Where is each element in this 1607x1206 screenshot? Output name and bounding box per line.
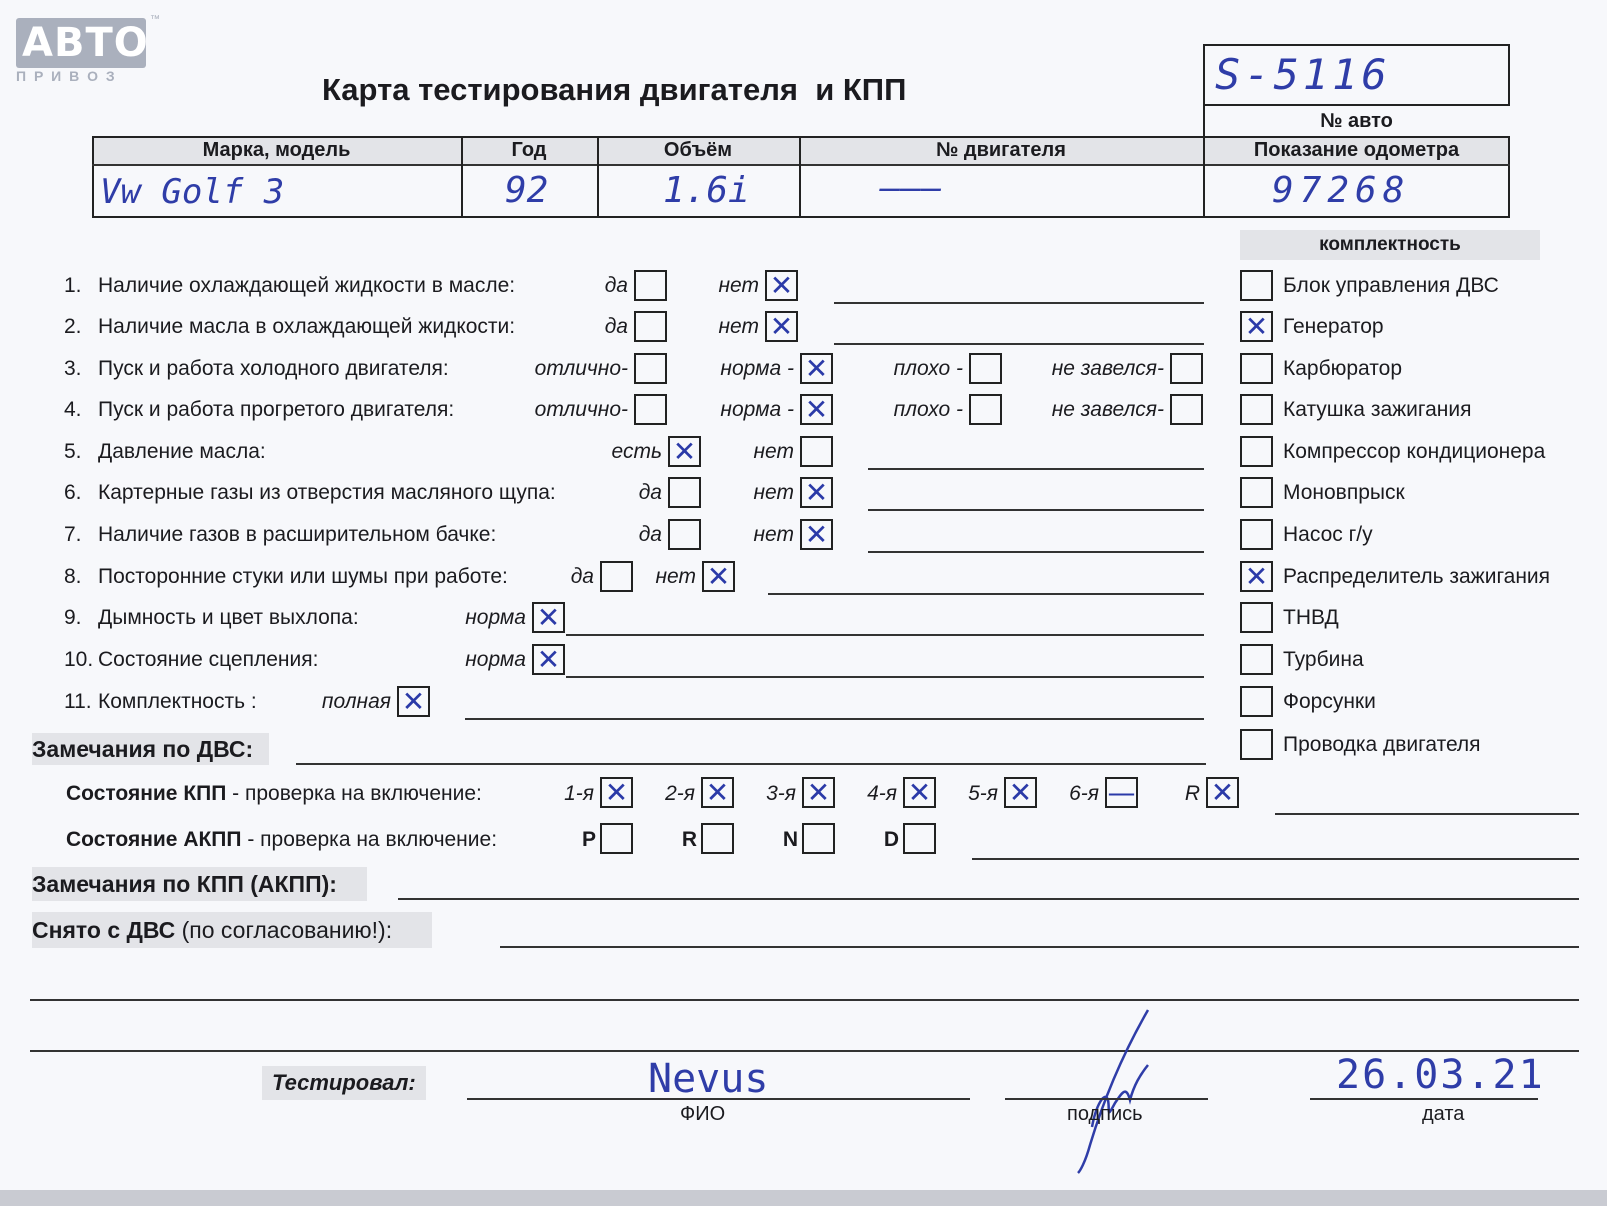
checkbox-mark: ✕ [806,775,831,809]
option-label: нет [718,274,759,297]
option-checkbox[interactable] [800,477,833,508]
checkbox-mark: ✕ [1244,309,1269,343]
checkbox-mark: ✕ [536,600,561,634]
logo-tm: ™ [150,14,160,25]
option-label: нет [753,481,794,504]
question-number: 7. [64,523,82,546]
option-checkbox[interactable] [800,519,833,550]
tested-by-label: Тестировал: [262,1066,426,1100]
col-header-volume: Объём [663,139,733,161]
page-bottom-edge [0,1190,1607,1206]
answer-line[interactable] [566,634,1204,636]
kpp-gear-label: 2-я [665,782,695,805]
option-checkbox[interactable] [634,311,667,342]
answer-line[interactable] [834,302,1204,304]
option-label: да [604,274,628,297]
question-text: Наличие масла в охлаждающей жидкости: [98,315,516,338]
option-label: да [638,481,662,504]
option-label: отлично- [534,398,628,421]
option-label: нет [655,565,696,588]
question-text: Дымность и цвет выхлопа: [98,606,359,629]
completeness-title: комплектность [1240,230,1540,260]
question-number: 11. [64,690,92,713]
question-text: Картерные газы из отверстия масляного щупа: [98,481,556,504]
checkbox-mark: ✕ [401,684,426,718]
logo-subtitle: П Р И В О З [16,68,117,84]
option-label: плохо - [893,398,963,421]
question-number: 2. [64,315,82,338]
checkbox-mark: ✕ [804,392,829,426]
question-text: Давление масла: [98,440,266,463]
akpp-mode-checkbox[interactable] [802,823,835,854]
year-value: 92 [505,170,549,211]
kpp-gear-label: 6-я [1069,782,1099,805]
checkbox-mark: — [1107,775,1136,809]
date-caption: дата [1422,1103,1465,1125]
kpp-label-rest: - проверка на включение: [226,782,482,805]
question-text: Наличие охлаждающей жидкости в масле: [98,274,516,297]
checkbox-mark [1242,396,1271,423]
checkbox-mark: ✕ [1210,775,1235,809]
akpp-mode-checkbox[interactable] [701,823,734,854]
completeness-item-label: Компрессор кондиционера [1283,440,1546,463]
removed-line[interactable] [500,946,1579,948]
checkbox-mark: ✕ [1008,775,1033,809]
kpp-gear-checkbox[interactable] [1105,777,1138,808]
checkbox-mark [703,825,732,852]
kpp-gear-checkbox[interactable] [701,777,734,808]
answer-line[interactable] [834,343,1204,345]
name-caption: ФИО [680,1103,726,1125]
option-checkbox[interactable] [634,270,667,301]
option-label: норма - [720,398,794,421]
completeness-item-label: Блок управления ДВС [1283,274,1499,297]
question-text: Состояние сцепления: [98,648,319,671]
question-text: Комплектность : [98,690,257,713]
extra-line[interactable] [30,999,1579,1001]
signature-caption: подпись [1067,1103,1143,1125]
completeness-checkbox[interactable] [1240,311,1273,342]
completeness-item-label: Катушка зажигания [1283,398,1472,421]
question-number: 3. [64,357,82,380]
option-checkbox[interactable] [1170,394,1203,425]
option-checkbox[interactable] [532,644,565,675]
checkbox-mark [636,355,665,382]
checkbox-mark: ✕ [804,517,829,551]
kpp-gear-label: R [1184,782,1200,805]
kpp-gear-label: 1-я [564,782,594,805]
model-value: Vw Golf 3 [100,172,285,212]
answer-line[interactable] [465,718,1204,720]
completeness-checkbox[interactable] [1240,602,1273,633]
akpp-line[interactable] [972,858,1579,860]
checkbox-mark [1242,688,1271,715]
question-number: 4. [64,398,82,421]
checkbox-mark [1242,521,1271,548]
completeness-item-label: Насос г/у [1283,523,1373,546]
checkbox-mark: ✕ [604,775,629,809]
checkbox-mark [802,438,831,465]
completeness-checkbox[interactable] [1240,686,1273,717]
answer-line[interactable] [868,509,1204,511]
checkbox-mark [971,355,1000,382]
option-checkbox[interactable] [800,394,833,425]
akpp-label-bold: Состояние АКПП [66,828,242,851]
checkbox-mark [670,521,699,548]
checkbox-mark: ✕ [672,434,697,468]
akpp-mode-label: N [782,828,798,851]
question-text: Посторонние стуки или шумы при работе: [98,565,508,588]
kpp-gear-label: 3-я [766,782,796,805]
kpp-gear-checkbox[interactable] [600,777,633,808]
kpp-gear-label: 5-я [968,782,998,805]
col-header-engine-number: № двигателя [936,139,1066,161]
completeness-item-label: Генератор [1283,315,1384,338]
question-number: 9. [64,606,82,629]
completeness-item-label: Карбюратор [1283,357,1403,380]
date-line[interactable] [1310,1098,1538,1100]
option-checkbox[interactable] [702,561,735,592]
option-label: да [570,565,594,588]
logo-main: АВТО [22,20,149,66]
completeness-checkbox[interactable] [1240,644,1273,675]
kpp-line[interactable] [1275,813,1579,815]
col-divider [1203,106,1205,218]
signature [1030,1005,1170,1175]
option-label: не завелся- [1051,398,1164,421]
option-label: нет [753,440,794,463]
car-number-label: № авто [1320,110,1393,132]
checkbox-mark [602,825,631,852]
checkbox-mark [602,563,631,590]
checkbox-mark: ✕ [769,268,794,302]
kpp-label [66,782,482,806]
akpp-mode-label: D [883,828,899,851]
option-checkbox[interactable] [634,353,667,384]
checkbox-mark [905,825,934,852]
name-line[interactable] [467,1098,970,1100]
header-row-divider [92,164,1510,166]
option-checkbox[interactable] [1170,353,1203,384]
remarks-engine-line[interactable] [296,763,1206,765]
tester-name: Nevus [648,1056,769,1102]
kpp-gear-checkbox[interactable] [1004,777,1037,808]
completeness-checkbox[interactable] [1240,353,1273,384]
completeness-item-label: Распределитель зажигания [1283,565,1551,588]
checkbox-mark: ✕ [769,309,794,343]
akpp-mode-checkbox[interactable] [903,823,936,854]
completeness-checkbox[interactable] [1240,394,1273,425]
checkbox-mark: ✕ [706,559,731,593]
col-header-odometer: Показание одометра [1253,139,1460,161]
checkbox-mark: ✕ [804,475,829,509]
checkbox-mark: ✕ [536,642,561,676]
option-label: нет [718,315,759,338]
option-label: нет [753,523,794,546]
option-checkbox[interactable] [600,561,633,592]
akpp-mode-label: P [581,828,596,851]
checkbox-mark [1242,355,1271,382]
checkbox-mark [636,313,665,340]
checkbox-mark [670,479,699,506]
completeness-checkbox[interactable] [1240,729,1273,760]
engine-number-value: ——— [880,168,942,208]
checkbox-mark [971,396,1000,423]
checkbox-mark: ✕ [907,775,932,809]
akpp-mode-checkbox[interactable] [600,823,633,854]
option-checkbox[interactable] [800,353,833,384]
kpp-gear-checkbox[interactable] [802,777,835,808]
volume-value: 1.6i [663,170,750,211]
option-label: полная [321,690,391,713]
answer-line[interactable] [868,468,1204,470]
option-label: да [638,523,662,546]
option-label: да [604,315,628,338]
option-checkbox[interactable] [800,436,833,467]
option-label: норма [465,606,526,629]
page-title: Карта тестирования двигателя и КПП [322,72,907,107]
checkbox-mark [1242,731,1271,758]
completeness-item-label: Турбина [1283,648,1364,671]
checkbox-mark [1172,355,1201,382]
checkbox-mark [1172,396,1201,423]
option-checkbox[interactable] [668,519,701,550]
checkbox-mark [636,272,665,299]
completeness-checkbox[interactable] [1240,436,1273,467]
akpp-label [66,828,497,852]
logo [16,18,149,68]
col-header-model: Марка, модель [202,139,351,161]
question-text: Пуск и работа прогретого двигателя: [98,398,455,421]
test-date: 26.03.21 [1336,1052,1545,1098]
completeness-checkbox[interactable] [1240,519,1273,550]
answer-line[interactable] [566,676,1204,678]
kpp-gear-label: 4-я [867,782,897,805]
checkbox-mark: ✕ [804,351,829,385]
signature-stroke [1078,1010,1148,1173]
option-checkbox[interactable] [969,394,1002,425]
completeness-item-label: Форсунки [1283,690,1376,713]
remarks-kpp-label: Замечания по КПП (АКПП): [32,867,367,901]
completeness-item-label: Проводка двигателя [1283,733,1481,756]
option-label: отлично- [534,357,628,380]
question-number: 6. [64,481,82,504]
question-text: Пуск и работа холодного двигателя: [98,357,449,380]
kpp-gear-checkbox[interactable] [1206,777,1239,808]
checkbox-mark [804,825,833,852]
completeness-item-label: ТНВД [1283,606,1339,629]
completeness-checkbox[interactable] [1240,561,1273,592]
checkbox-mark [1242,646,1271,673]
option-label: плохо - [893,357,963,380]
option-label: не завелся- [1051,357,1164,380]
option-checkbox[interactable] [668,477,701,508]
option-label: есть [611,440,662,463]
removed-label [32,912,432,948]
kpp-gear-checkbox[interactable] [903,777,936,808]
option-checkbox[interactable] [765,270,798,301]
option-checkbox[interactable] [668,436,701,467]
option-checkbox[interactable] [634,394,667,425]
remarks-engine-label: Замечания по ДВС: [32,733,269,765]
question-number: 1. [64,274,82,297]
remarks-kpp-line[interactable] [398,898,1579,900]
option-checkbox[interactable] [532,602,565,633]
question-text: Наличие газов в расширительном бачке: [98,523,497,546]
akpp-label-rest: - проверка на включение: [241,828,498,851]
option-checkbox[interactable] [969,353,1002,384]
completeness-checkbox[interactable] [1240,270,1273,301]
question-number: 10. [64,648,94,671]
answer-line[interactable] [768,593,1204,595]
option-label: норма - [720,357,794,380]
question-number: 8. [64,565,82,588]
kpp-label-bold: Состояние КПП [66,782,227,805]
option-checkbox[interactable] [765,311,798,342]
removed-label-rest: (по согласованию!): [175,917,393,943]
checkbox-mark: ✕ [705,775,730,809]
checkbox-mark [1242,479,1271,506]
completeness-checkbox[interactable] [1240,477,1273,508]
option-checkbox[interactable] [397,686,430,717]
checkbox-mark [1242,438,1271,465]
signature-line[interactable] [1005,1098,1208,1100]
car-number-value: S-5116 [1215,50,1391,99]
removed-label-bold: Снято с ДВС [32,917,176,943]
question-number: 5. [64,440,82,463]
checkbox-mark [1242,272,1271,299]
checkbox-mark [1242,604,1271,631]
akpp-mode-label: R [681,828,697,851]
answer-line[interactable] [868,551,1204,553]
option-label: норма [465,648,526,671]
completeness-item-label: Моновпрыск [1283,481,1405,504]
col-header-year: Год [511,139,547,161]
odometer-value: 97268 [1272,170,1411,211]
checkbox-mark [636,396,665,423]
checkbox-mark: ✕ [1244,559,1269,593]
